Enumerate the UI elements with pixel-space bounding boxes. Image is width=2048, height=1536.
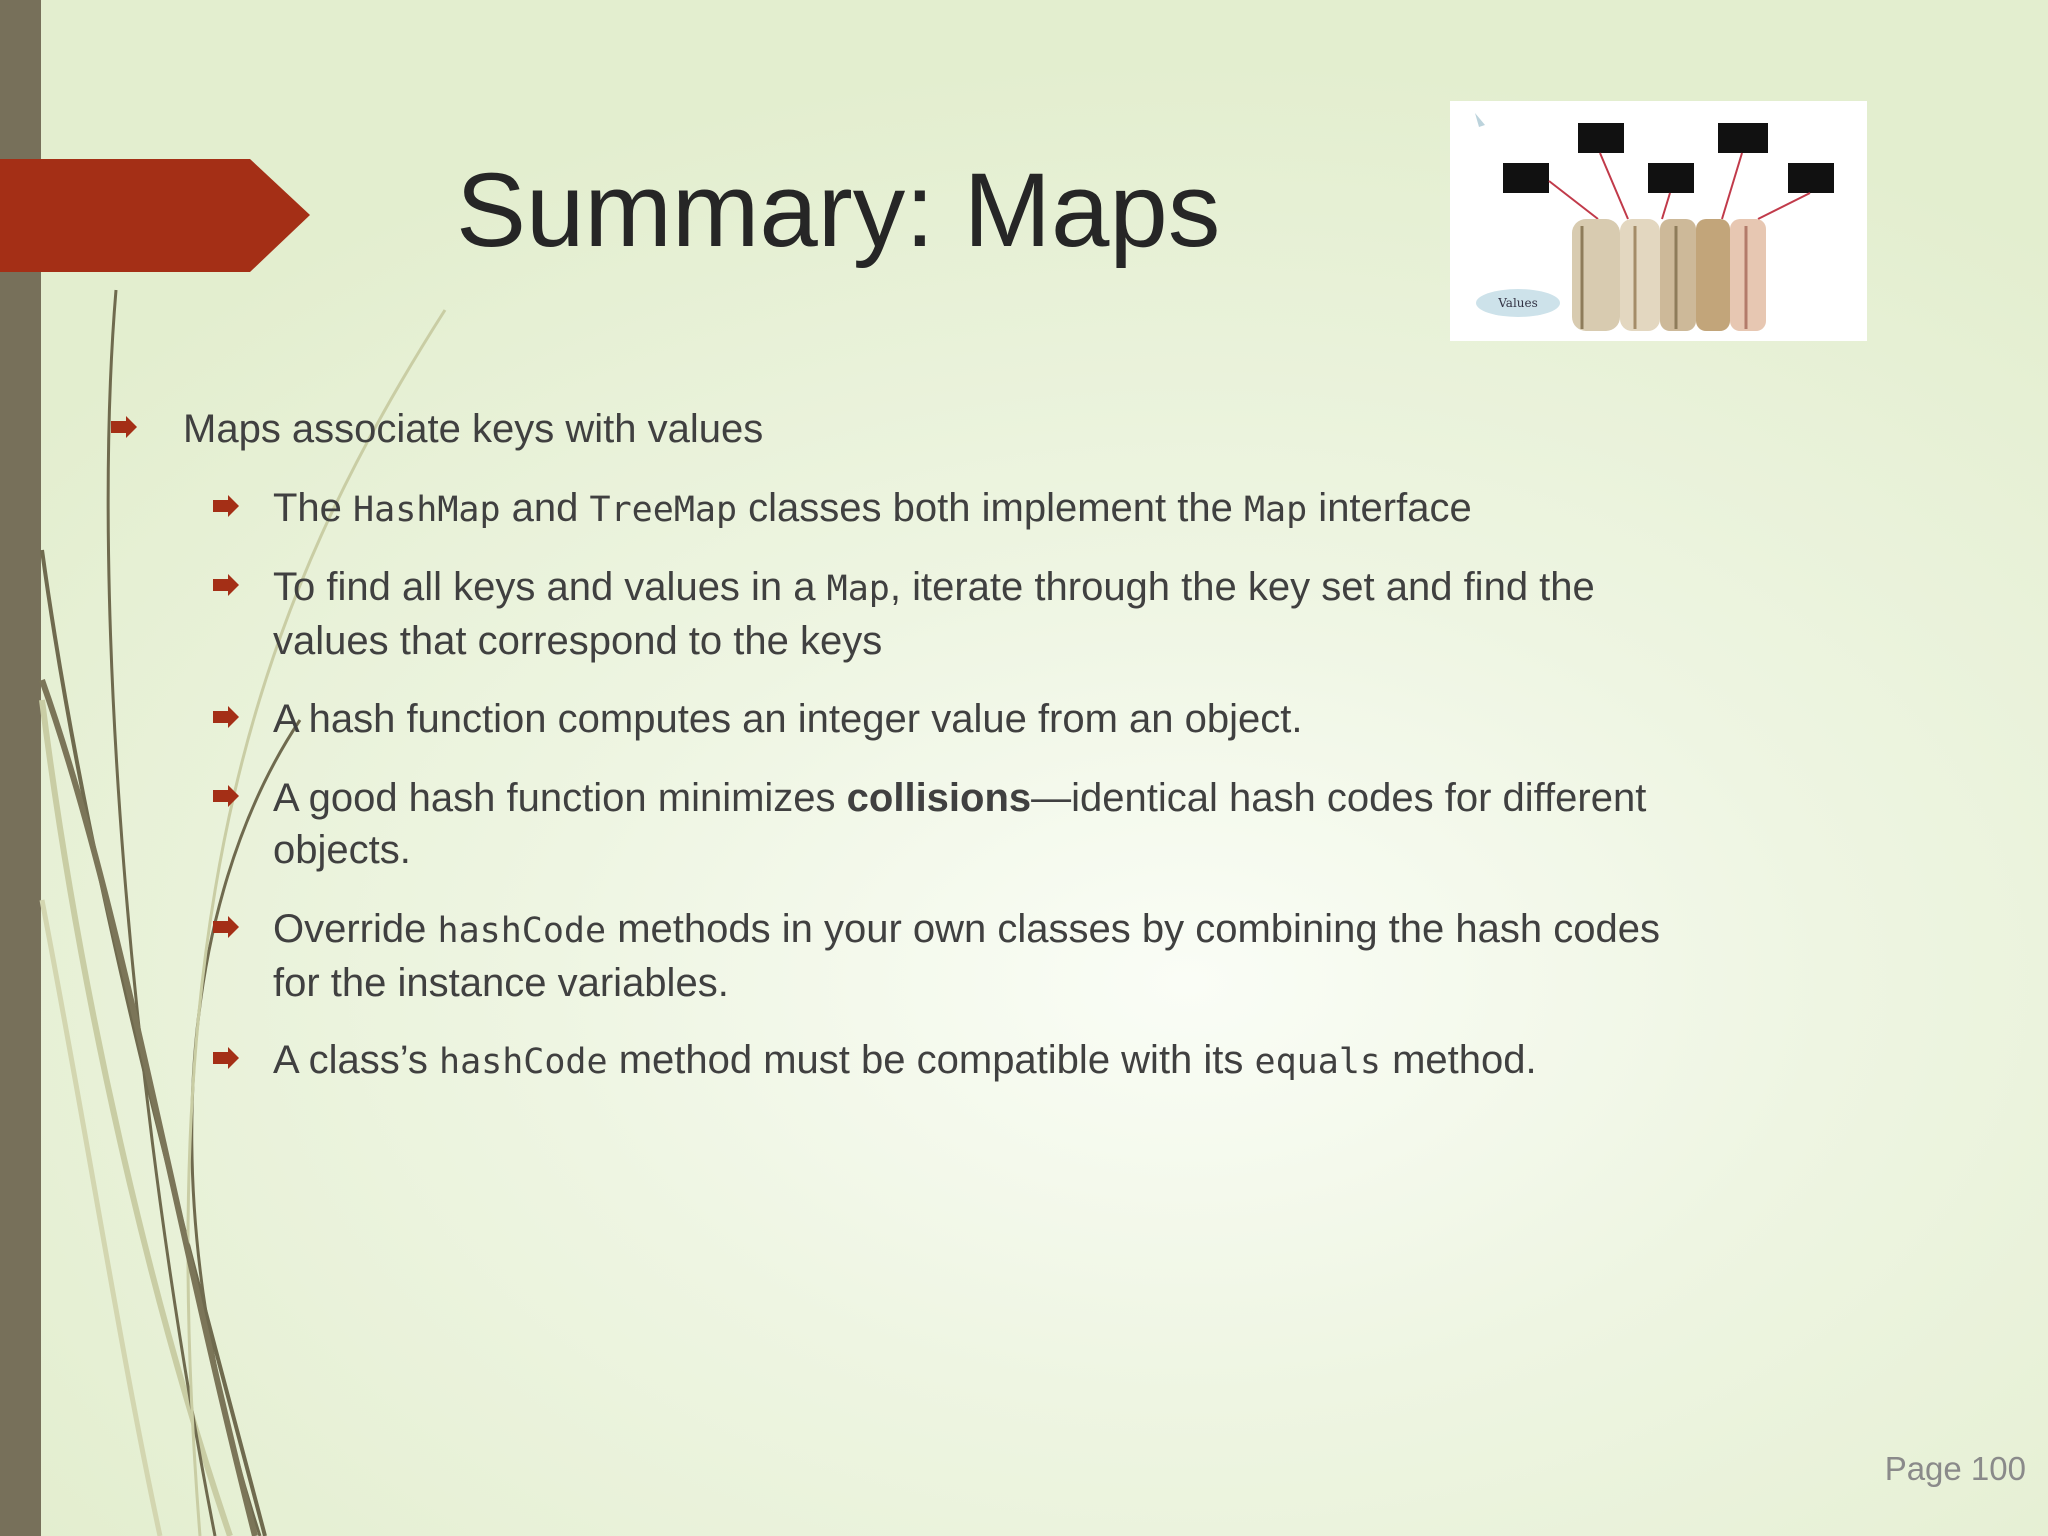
arrow-bullet-icon	[210, 785, 240, 807]
arrow-bullet-icon	[210, 916, 240, 938]
list-item	[273, 772, 1713, 876]
list-item	[273, 693, 1713, 745]
bullet-text: A hash function computes an integer value from an object.	[273, 697, 1303, 741]
arrow-bullet-icon	[210, 495, 240, 517]
bullet-text: A class’s hashCode method must be compatible with its equals method.	[273, 1038, 1537, 1082]
title-accent-tab	[0, 159, 310, 272]
list-item	[183, 403, 1683, 455]
page-number: Page 100	[1884, 1450, 2026, 1487]
bullet-text: The HashMap and TreeMap classes both implement the Map interface	[273, 486, 1472, 530]
list-item	[273, 903, 1713, 1009]
bullet-text: Override hashCode methods in your own classes by combining the hash codes for the instance variables.	[273, 907, 1660, 1005]
bullet-text: A good hash function minimizes collisions—identical hash codes for different objects.	[273, 776, 1647, 872]
arrow-bullet-icon	[210, 1047, 240, 1069]
arrow-bullet-icon	[210, 574, 240, 596]
bullet-text: Maps associate keys with values	[183, 407, 764, 451]
list-item	[273, 561, 1713, 667]
list-item	[273, 482, 1713, 536]
bullet-text: To find all keys and values in a Map, iterate through the key set and find the values that correspond to the keys	[273, 565, 1595, 663]
list-item	[273, 1034, 1713, 1088]
map-diagram-image	[1450, 101, 1867, 341]
arrow-bullet-icon	[210, 706, 240, 728]
arrow-bullet-icon	[108, 416, 138, 438]
slide-title: Summary: Maps	[456, 152, 1221, 269]
svg-text:Values: Values	[1498, 296, 1538, 310]
